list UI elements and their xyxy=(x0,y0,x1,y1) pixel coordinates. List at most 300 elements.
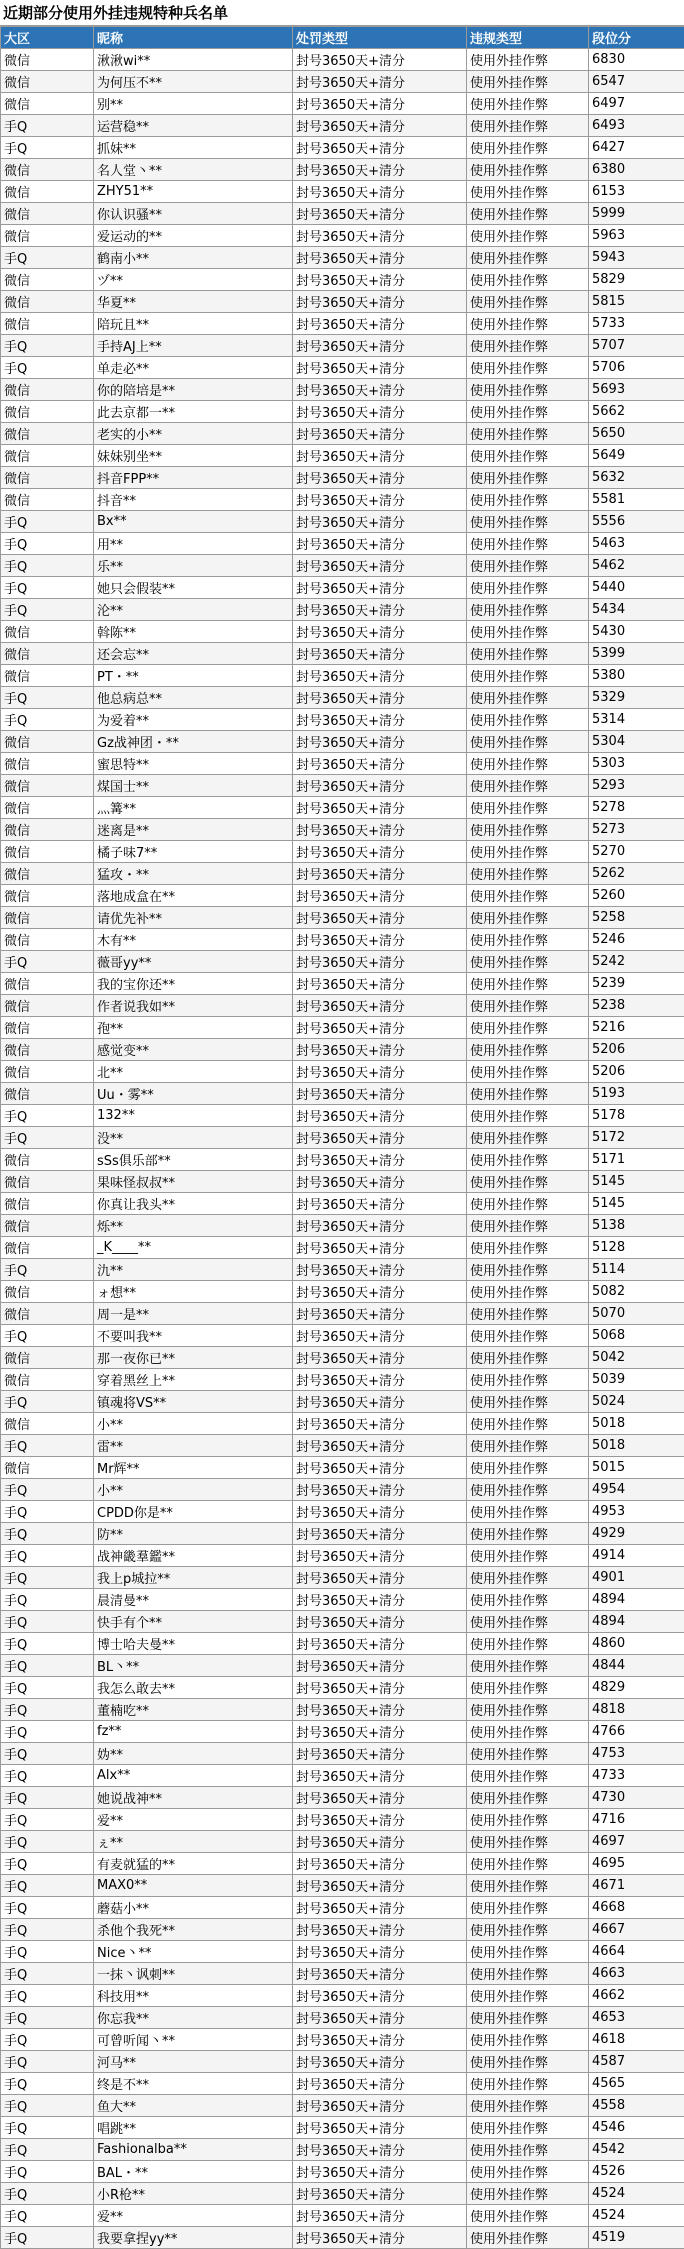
cell-penalty: 封号3650天+清分 xyxy=(293,2073,467,2095)
cell-nickname: 妫** xyxy=(94,1743,293,1765)
cell-nickname: 薇哥yy** xyxy=(94,951,293,973)
cell-nickname: 迷离是** xyxy=(94,819,293,841)
cell-penalty: 封号3650天+清分 xyxy=(293,1149,467,1171)
table-row xyxy=(1,1567,684,1589)
cell-penalty: 封号3650天+清分 xyxy=(293,1809,467,1831)
cell-region: 手Q xyxy=(1,1809,94,1831)
table-row xyxy=(1,577,684,599)
cell-region: 手Q xyxy=(1,2051,94,2073)
cell-penalty: 封号3650天+清分 xyxy=(293,1017,467,1039)
cell-score: 5114 xyxy=(589,1259,684,1281)
cell-violation: 使用外挂作弊 xyxy=(467,379,589,401)
cell-region: 微信 xyxy=(1,1149,94,1171)
cell-region: 手Q xyxy=(1,1985,94,2007)
cell-violation: 使用外挂作弊 xyxy=(467,1809,589,1831)
cell-violation: 使用外挂作弊 xyxy=(467,533,589,555)
cell-nickname: BL丶** xyxy=(94,1655,293,1677)
cell-score: 4695 xyxy=(589,1853,684,1875)
cell-score: 5463 xyxy=(589,533,684,555)
cell-penalty: 封号3650天+清分 xyxy=(293,1633,467,1655)
cell-nickname: 木有** xyxy=(94,929,293,951)
table-row xyxy=(1,423,684,445)
table-row xyxy=(1,1721,684,1743)
cell-violation: 使用外挂作弊 xyxy=(467,885,589,907)
cell-violation: 使用外挂作弊 xyxy=(467,1875,589,1897)
cell-penalty: 封号3650天+清分 xyxy=(293,1787,467,1809)
table-row xyxy=(1,71,684,93)
table-row xyxy=(1,1193,684,1215)
table-row xyxy=(1,115,684,137)
cell-score: 5273 xyxy=(589,819,684,841)
cell-violation: 使用外挂作弊 xyxy=(467,1303,589,1325)
cell-violation: 使用外挂作弊 xyxy=(467,577,589,599)
table-row xyxy=(1,775,684,797)
cell-penalty: 封号3650天+清分 xyxy=(293,1347,467,1369)
cell-violation: 使用外挂作弊 xyxy=(467,1281,589,1303)
cell-penalty: 封号3650天+清分 xyxy=(293,1677,467,1699)
cell-score: 5649 xyxy=(589,445,684,467)
cell-region: 微信 xyxy=(1,313,94,335)
cell-violation: 使用外挂作弊 xyxy=(467,467,589,489)
cell-violation: 使用外挂作弊 xyxy=(467,973,589,995)
cell-penalty: 封号3650天+清分 xyxy=(293,1963,467,1985)
cell-penalty: 封号3650天+清分 xyxy=(293,335,467,357)
cell-violation: 使用外挂作弊 xyxy=(467,2007,589,2029)
cell-violation: 使用外挂作弊 xyxy=(467,1743,589,1765)
cell-region: 手Q xyxy=(1,1853,94,1875)
table-row xyxy=(1,357,684,379)
cell-region: 手Q xyxy=(1,2007,94,2029)
cell-nickname: 橘子味7** xyxy=(94,841,293,863)
cell-score: 5128 xyxy=(589,1237,684,1259)
cell-violation: 使用外挂作弊 xyxy=(467,1083,589,1105)
cell-penalty: 封号3650天+清分 xyxy=(293,379,467,401)
cell-score: 5650 xyxy=(589,423,684,445)
cell-score: 4565 xyxy=(589,2073,684,2095)
cell-nickname: 你认识骚** xyxy=(94,203,293,225)
table-row xyxy=(1,731,684,753)
cell-penalty: 封号3650天+清分 xyxy=(293,1325,467,1347)
cell-violation: 使用外挂作弊 xyxy=(467,1479,589,1501)
cell-score: 5238 xyxy=(589,995,684,1017)
cell-violation: 使用外挂作弊 xyxy=(467,995,589,1017)
table-row xyxy=(1,1897,684,1919)
cell-violation: 使用外挂作弊 xyxy=(467,2029,589,2051)
table-row xyxy=(1,1963,684,1985)
cell-violation: 使用外挂作弊 xyxy=(467,1435,589,1457)
cell-nickname: 那一夜你已** xyxy=(94,1347,293,1369)
cell-nickname: 雷** xyxy=(94,1435,293,1457)
cell-nickname: 此去京都一** xyxy=(94,401,293,423)
cell-score: 5270 xyxy=(589,841,684,863)
cell-penalty: 封号3650天+清分 xyxy=(293,951,467,973)
cell-nickname: 防** xyxy=(94,1523,293,1545)
cell-penalty: 封号3650天+清分 xyxy=(293,2007,467,2029)
cell-nickname: 为何压不** xyxy=(94,71,293,93)
cell-nickname: 132** xyxy=(94,1105,293,1127)
cell-penalty: 封号3650天+清分 xyxy=(293,1523,467,1545)
cell-nickname: 灬篝** xyxy=(94,797,293,819)
cell-region: 手Q xyxy=(1,1963,94,1985)
table-row xyxy=(1,1501,684,1523)
table-row xyxy=(1,797,684,819)
cell-region: 手Q xyxy=(1,1897,94,1919)
cell-region: 微信 xyxy=(1,181,94,203)
cell-nickname: 鱼大** xyxy=(94,2095,293,2117)
header-penalty: 处罚类型 xyxy=(293,27,467,49)
cell-penalty: 封号3650天+清分 xyxy=(293,973,467,995)
cell-nickname: 镇魂将VS** xyxy=(94,1391,293,1413)
table-row xyxy=(1,2227,684,2249)
cell-nickname: 用** xyxy=(94,533,293,555)
cell-penalty: 封号3650天+清分 xyxy=(293,1039,467,1061)
cell-violation: 使用外挂作弊 xyxy=(467,1457,589,1479)
page-title: 近期部分使用外挂违规特种兵名单 xyxy=(0,0,684,26)
table-row xyxy=(1,1809,684,1831)
cell-region: 微信 xyxy=(1,225,94,247)
cell-nickname: 河马** xyxy=(94,2051,293,2073)
cell-penalty: 封号3650天+清分 xyxy=(293,1413,467,1435)
table-row xyxy=(1,1589,684,1611)
cell-region: 手Q xyxy=(1,2227,94,2249)
cell-region: 手Q xyxy=(1,2117,94,2139)
cell-region: 手Q xyxy=(1,1589,94,1611)
cell-violation: 使用外挂作弊 xyxy=(467,1853,589,1875)
cell-score: 4733 xyxy=(589,1765,684,1787)
table-row xyxy=(1,687,684,709)
cell-nickname: 战神畿羣鑑** xyxy=(94,1545,293,1567)
cell-nickname: _K____** xyxy=(94,1237,293,1259)
cell-score: 4653 xyxy=(589,2007,684,2029)
cell-region: 手Q xyxy=(1,951,94,973)
cell-score: 6547 xyxy=(589,71,684,93)
cell-penalty: 封号3650天+清分 xyxy=(293,753,467,775)
cell-region: 手Q xyxy=(1,2073,94,2095)
cell-nickname: PT・** xyxy=(94,665,293,687)
cell-region: 微信 xyxy=(1,665,94,687)
cell-nickname: 我的宝你还** xyxy=(94,973,293,995)
cell-penalty: 封号3650天+清分 xyxy=(293,819,467,841)
cell-nickname: 抓妹** xyxy=(94,137,293,159)
table-row xyxy=(1,621,684,643)
table-row xyxy=(1,203,684,225)
cell-nickname: MAX0** xyxy=(94,1875,293,1897)
cell-nickname: 鹤南小** xyxy=(94,247,293,269)
cell-nickname: 蜜思特** xyxy=(94,753,293,775)
cell-region: 手Q xyxy=(1,555,94,577)
table-row xyxy=(1,467,684,489)
cell-violation: 使用外挂作弊 xyxy=(467,1413,589,1435)
cell-violation: 使用外挂作弊 xyxy=(467,1787,589,1809)
table-row xyxy=(1,1259,684,1281)
cell-penalty: 封号3650天+清分 xyxy=(293,2183,467,2205)
cell-score: 5303 xyxy=(589,753,684,775)
cell-region: 手Q xyxy=(1,2161,94,2183)
table-row xyxy=(1,159,684,181)
table-row xyxy=(1,269,684,291)
table-row xyxy=(1,753,684,775)
table-row xyxy=(1,973,684,995)
table-row xyxy=(1,1457,684,1479)
table-row xyxy=(1,929,684,951)
table-row xyxy=(1,2161,684,2183)
cell-score: 4901 xyxy=(589,1567,684,1589)
cell-penalty: 封号3650天+清分 xyxy=(293,1281,467,1303)
cell-penalty: 封号3650天+清分 xyxy=(293,1985,467,2007)
table-row xyxy=(1,247,684,269)
table-row xyxy=(1,2205,684,2227)
cell-violation: 使用外挂作弊 xyxy=(467,1545,589,1567)
cell-violation: 使用外挂作弊 xyxy=(467,1501,589,1523)
cell-score: 4753 xyxy=(589,1743,684,1765)
table-row xyxy=(1,1039,684,1061)
cell-score: 4716 xyxy=(589,1809,684,1831)
cell-penalty: 封号3650天+清分 xyxy=(293,137,467,159)
cell-penalty: 封号3650天+清分 xyxy=(293,115,467,137)
cell-penalty: 封号3650天+清分 xyxy=(293,1875,467,1897)
cell-score: 5314 xyxy=(589,709,684,731)
cell-violation: 使用外挂作弊 xyxy=(467,863,589,885)
cell-region: 手Q xyxy=(1,599,94,621)
table-row xyxy=(1,533,684,555)
table-row xyxy=(1,819,684,841)
cell-nickname: 猛攻・** xyxy=(94,863,293,885)
cell-penalty: 封号3650天+清分 xyxy=(293,1545,467,1567)
cell-score: 4618 xyxy=(589,2029,684,2051)
cell-region: 微信 xyxy=(1,1193,94,1215)
cell-nickname: 孢** xyxy=(94,1017,293,1039)
cell-nickname: Gz战神团・** xyxy=(94,731,293,753)
cell-penalty: 封号3650天+清分 xyxy=(293,1171,467,1193)
cell-region: 微信 xyxy=(1,71,94,93)
cell-violation: 使用外挂作弊 xyxy=(467,709,589,731)
cell-nickname: 周一是** xyxy=(94,1303,293,1325)
cell-violation: 使用外挂作弊 xyxy=(467,1127,589,1149)
cell-penalty: 封号3650天+清分 xyxy=(293,159,467,181)
cell-nickname: 别** xyxy=(94,93,293,115)
table-row xyxy=(1,1677,684,1699)
cell-region: 手Q xyxy=(1,577,94,599)
cell-penalty: 封号3650天+清分 xyxy=(293,1391,467,1413)
table-row xyxy=(1,401,684,423)
cell-nickname: Bx** xyxy=(94,511,293,533)
cell-nickname: Mr辉** xyxy=(94,1457,293,1479)
table-row xyxy=(1,1369,684,1391)
cell-penalty: 封号3650天+清分 xyxy=(293,2227,467,2249)
cell-score: 5242 xyxy=(589,951,684,973)
cell-region: 手Q xyxy=(1,1435,94,1457)
cell-region: 手Q xyxy=(1,1391,94,1413)
table-row xyxy=(1,1061,684,1083)
table-row xyxy=(1,665,684,687)
header-violation: 违规类型 xyxy=(467,27,589,49)
cell-violation: 使用外挂作弊 xyxy=(467,159,589,181)
cell-score: 4954 xyxy=(589,1479,684,1501)
cell-violation: 使用外挂作弊 xyxy=(467,203,589,225)
cell-score: 5815 xyxy=(589,291,684,313)
table-row xyxy=(1,1435,684,1457)
table-row xyxy=(1,181,684,203)
cell-score: 5018 xyxy=(589,1435,684,1457)
cell-violation: 使用外挂作弊 xyxy=(467,1765,589,1787)
cell-penalty: 封号3650天+清分 xyxy=(293,775,467,797)
cell-penalty: 封号3650天+清分 xyxy=(293,1721,467,1743)
cell-score: 5260 xyxy=(589,885,684,907)
cell-penalty: 封号3650天+清分 xyxy=(293,445,467,467)
cell-violation: 使用外挂作弊 xyxy=(467,1611,589,1633)
cell-score: 5943 xyxy=(589,247,684,269)
cell-violation: 使用外挂作弊 xyxy=(467,643,589,665)
cell-score: 4524 xyxy=(589,2183,684,2205)
cell-violation: 使用外挂作弊 xyxy=(467,599,589,621)
cell-nickname: 爱运动的** xyxy=(94,225,293,247)
cell-nickname: 爱** xyxy=(94,2205,293,2227)
cell-penalty: 封号3650天+清分 xyxy=(293,49,467,71)
table-row xyxy=(1,2007,684,2029)
cell-region: 手Q xyxy=(1,1677,94,1699)
cell-score: 5206 xyxy=(589,1061,684,1083)
cell-nickname: ぇ** xyxy=(94,1831,293,1853)
cell-score: 4829 xyxy=(589,1677,684,1699)
table-row xyxy=(1,2117,684,2139)
cell-region: 手Q xyxy=(1,1765,94,1787)
cell-violation: 使用外挂作弊 xyxy=(467,49,589,71)
cell-nickname: 我要拿捏yy** xyxy=(94,2227,293,2249)
table-header-row xyxy=(1,27,684,49)
cell-region: 微信 xyxy=(1,995,94,1017)
cell-nickname: 抖音** xyxy=(94,489,293,511)
cell-region: 手Q xyxy=(1,357,94,379)
cell-violation: 使用外挂作弊 xyxy=(467,1259,589,1281)
cell-region: 微信 xyxy=(1,269,94,291)
cell-region: 手Q xyxy=(1,1259,94,1281)
cell-score: 4542 xyxy=(589,2139,684,2161)
cell-score: 5138 xyxy=(589,1215,684,1237)
cell-score: 5434 xyxy=(589,599,684,621)
cell-violation: 使用外挂作弊 xyxy=(467,665,589,687)
table-row xyxy=(1,1633,684,1655)
cell-nickname: 沦** xyxy=(94,599,293,621)
cell-region: 手Q xyxy=(1,1127,94,1149)
cell-score: 5178 xyxy=(589,1105,684,1127)
cell-violation: 使用外挂作弊 xyxy=(467,335,589,357)
cell-score: 5039 xyxy=(589,1369,684,1391)
cell-score: 4558 xyxy=(589,2095,684,2117)
cell-violation: 使用外挂作弊 xyxy=(467,115,589,137)
cell-score: 4929 xyxy=(589,1523,684,1545)
cell-penalty: 封号3650天+清分 xyxy=(293,1061,467,1083)
table-row xyxy=(1,1699,684,1721)
cell-penalty: 封号3650天+清分 xyxy=(293,247,467,269)
cell-nickname: 单走必** xyxy=(94,357,293,379)
table-row xyxy=(1,555,684,577)
table-row xyxy=(1,863,684,885)
cell-nickname: 乐** xyxy=(94,555,293,577)
table-row xyxy=(1,379,684,401)
cell-violation: 使用外挂作弊 xyxy=(467,489,589,511)
table-row xyxy=(1,951,684,973)
cell-penalty: 封号3650天+清分 xyxy=(293,1193,467,1215)
table-row xyxy=(1,599,684,621)
table-row xyxy=(1,1413,684,1435)
cell-penalty: 封号3650天+清分 xyxy=(293,1743,467,1765)
cell-violation: 使用外挂作弊 xyxy=(467,137,589,159)
cell-nickname: 科技用** xyxy=(94,1985,293,2007)
cell-score: 5329 xyxy=(589,687,684,709)
cell-score: 5042 xyxy=(589,1347,684,1369)
table-row xyxy=(1,1919,684,1941)
cell-score: 6153 xyxy=(589,181,684,203)
cell-nickname: 氿** xyxy=(94,1259,293,1281)
cell-penalty: 封号3650天+清分 xyxy=(293,2051,467,2073)
cell-nickname: Fashionalba** xyxy=(94,2139,293,2161)
cell-penalty: 封号3650天+清分 xyxy=(293,489,467,511)
cell-region: 手Q xyxy=(1,1787,94,1809)
cell-violation: 使用外挂作弊 xyxy=(467,1149,589,1171)
cell-score: 6830 xyxy=(589,49,684,71)
table-row xyxy=(1,1127,684,1149)
cell-region: 手Q xyxy=(1,1501,94,1523)
table-row xyxy=(1,445,684,467)
cell-region: 手Q xyxy=(1,1743,94,1765)
cell-region: 微信 xyxy=(1,1061,94,1083)
cell-violation: 使用外挂作弊 xyxy=(467,511,589,533)
cell-region: 手Q xyxy=(1,1919,94,1941)
cell-region: 手Q xyxy=(1,1105,94,1127)
cell-score: 4526 xyxy=(589,2161,684,2183)
cell-nickname: 可曾听闻丶** xyxy=(94,2029,293,2051)
cell-penalty: 封号3650天+清分 xyxy=(293,1853,467,1875)
cell-penalty: 封号3650天+清分 xyxy=(293,687,467,709)
cell-violation: 使用外挂作弊 xyxy=(467,2139,589,2161)
cell-nickname: 落地成盒在** xyxy=(94,885,293,907)
table-row xyxy=(1,511,684,533)
cell-penalty: 封号3650天+清分 xyxy=(293,181,467,203)
cell-region: 微信 xyxy=(1,291,94,313)
table-row xyxy=(1,1655,684,1677)
cell-region: 微信 xyxy=(1,1413,94,1435)
cell-violation: 使用外挂作弊 xyxy=(467,841,589,863)
cell-penalty: 封号3650天+清分 xyxy=(293,1435,467,1457)
cell-score: 5440 xyxy=(589,577,684,599)
cell-nickname: 我上p城拉** xyxy=(94,1567,293,1589)
cell-penalty: 封号3650天+清分 xyxy=(293,555,467,577)
cell-score: 5706 xyxy=(589,357,684,379)
cell-penalty: 封号3650天+清分 xyxy=(293,1369,467,1391)
table-row xyxy=(1,313,684,335)
table-row xyxy=(1,1765,684,1787)
cell-score: 4663 xyxy=(589,1963,684,1985)
cell-score: 5082 xyxy=(589,1281,684,1303)
cell-violation: 使用外挂作弊 xyxy=(467,357,589,379)
cell-penalty: 封号3650天+清分 xyxy=(293,885,467,907)
cell-penalty: 封号3650天+清分 xyxy=(293,467,467,489)
cell-violation: 使用外挂作弊 xyxy=(467,1369,589,1391)
cell-violation: 使用外挂作弊 xyxy=(467,1589,589,1611)
cell-nickname: 斡陈** xyxy=(94,621,293,643)
cell-violation: 使用外挂作弊 xyxy=(467,71,589,93)
cell-violation: 使用外挂作弊 xyxy=(467,1039,589,1061)
cell-nickname: 董楠吃** xyxy=(94,1699,293,1721)
table-row xyxy=(1,885,684,907)
table-row xyxy=(1,1743,684,1765)
table-row xyxy=(1,1171,684,1193)
table-row xyxy=(1,1105,684,1127)
cell-nickname: 他总病总** xyxy=(94,687,293,709)
cell-region: 微信 xyxy=(1,159,94,181)
cell-region: 微信 xyxy=(1,797,94,819)
cell-score: 5462 xyxy=(589,555,684,577)
